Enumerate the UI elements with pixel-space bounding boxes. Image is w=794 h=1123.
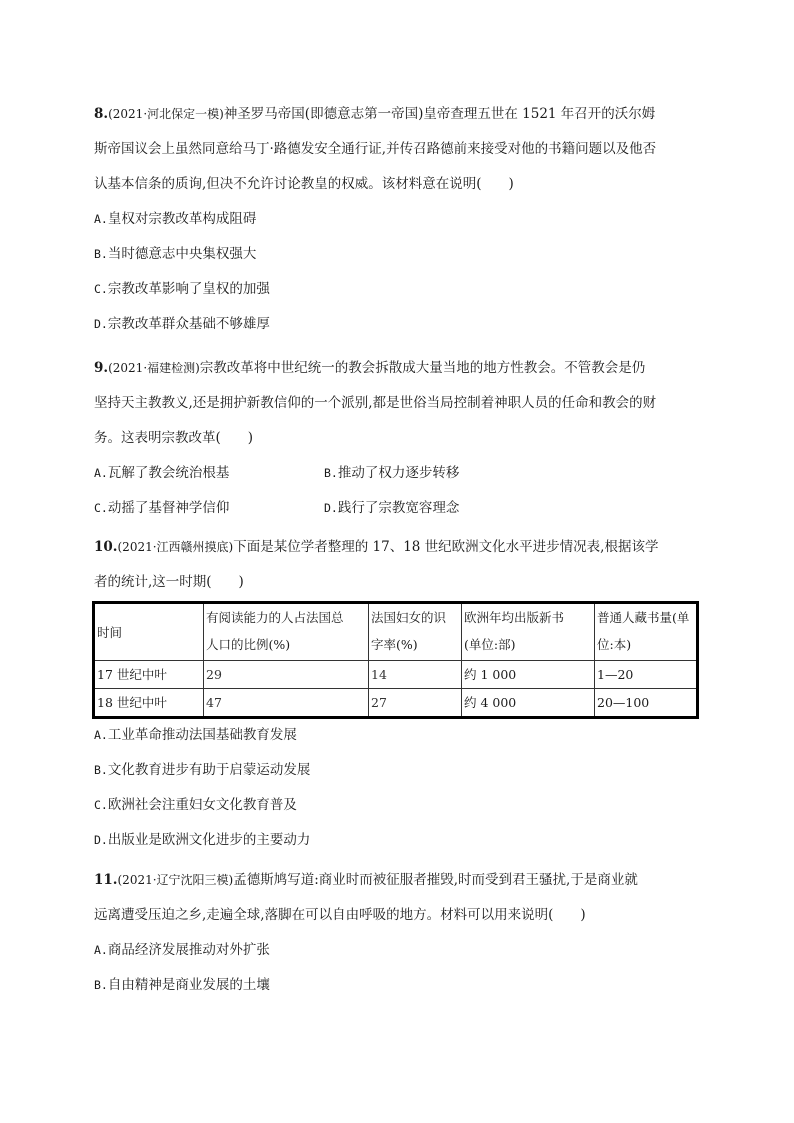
option-text: 商品经济发展推动对外扩张 [107, 942, 270, 958]
table-row [94, 689, 698, 718]
question-10-options [94, 718, 706, 858]
question-8 [94, 97, 706, 342]
option-a[interactable] [94, 933, 706, 968]
stem-text: 神圣罗马帝国(即德意志第一帝国)皇帝查理五世在 1521 年召开的沃尔姆 [223, 106, 656, 122]
table-header-cell: 欧洲年均出版新书 (单位:部) [462, 603, 595, 661]
option-text: 文化教育进步有助于启蒙运动发展 [107, 762, 311, 778]
table-row [94, 661, 698, 689]
question-source: (2021·河北保定一模) [108, 107, 224, 121]
option-text: 工业革命推动法国基础教育发展 [107, 727, 297, 743]
question-11-stem-line-1 [94, 863, 706, 898]
table-cell: 17 世纪中叶 [94, 661, 204, 689]
question-source: (2021·福建检测) [108, 361, 200, 375]
question-8-stem-line-3: 认基本信条的质询,但决不允许讨论教皇的权威。该材料意在说明( ) [94, 176, 514, 192]
option-label: B. [94, 247, 108, 261]
question-source: (2021·江西赣州摸底) [117, 540, 234, 554]
table-cell: 27 [369, 689, 462, 718]
stem-text: 下面是某位学者整理的 17、18 世纪欧洲文化水平进步情况表,根据该学 [233, 539, 659, 555]
option-a[interactable] [94, 202, 706, 237]
table-header-cell: 普通人藏书量(单 位:本) [595, 603, 698, 661]
table-header-cell: 有阅读能力的人占法国总 人口的比例(%) [204, 603, 369, 661]
table-header-row [94, 603, 698, 661]
question-number: 10. [94, 539, 118, 555]
question-source: (2021·辽宁沈阳三模) [117, 873, 234, 887]
option-c[interactable] [94, 491, 324, 526]
question-10-stem-line-1 [94, 530, 706, 565]
option-a[interactable] [94, 456, 324, 491]
table-cell: 约 4 000 [462, 689, 595, 718]
table-cell: 约 1 000 [462, 661, 595, 689]
table-cell: 18 世纪中叶 [94, 689, 204, 718]
option-label: D. [94, 833, 108, 847]
option-label: A. [94, 466, 108, 480]
option-text: 皇权对宗教改革构成阻碍 [107, 211, 257, 227]
stem-text: 宗教改革将中世纪统一的教会拆散成大量当地的地方性教会。不管教会是仍 [199, 360, 646, 376]
question-8-stem-line-1 [94, 97, 706, 132]
option-text: 欧洲社会注重妇女文化教育普及 [107, 797, 297, 813]
option-a[interactable] [94, 718, 706, 753]
option-row-cd [94, 491, 706, 526]
question-9 [94, 351, 706, 526]
option-b[interactable] [94, 237, 706, 272]
option-d[interactable] [94, 823, 706, 858]
table-cell: 47 [204, 689, 369, 718]
question-9-stem-line-2: 坚持天主教教义,还是拥护新教信仰的一个派别,都是世俗当局控制着神职人员的任命和教会的财 [94, 395, 657, 411]
question-11-stem-line-2: 远离遭受压迫之乡,走遍全球,落脚在可以自由呼吸的地方。材料可以用来说明( ) [94, 907, 586, 923]
table-cell: 29 [204, 661, 369, 689]
question-number: 8. [94, 106, 109, 122]
option-label: B. [94, 978, 108, 992]
question-number: 9. [94, 360, 109, 376]
option-c[interactable] [94, 272, 706, 307]
option-text: 当时德意志中央集权强大 [107, 246, 257, 262]
table-cell: 1—20 [595, 661, 698, 689]
option-d[interactable] [94, 307, 706, 342]
table-cell: 20—100 [595, 689, 698, 718]
option-label: A. [94, 728, 108, 742]
option-label: C. [94, 798, 108, 812]
question-number: 11. [94, 872, 118, 888]
option-label: D. [324, 501, 338, 515]
option-label: D. [94, 317, 108, 331]
option-text: 瓦解了教会统治根基 [107, 465, 230, 481]
option-label: B. [324, 466, 338, 480]
option-label: A. [94, 943, 108, 957]
option-text: 出版业是欧洲文化进步的主要动力 [107, 832, 311, 848]
option-row-ab [94, 456, 706, 491]
option-b[interactable] [94, 753, 706, 788]
question-8-stem-line-2: 斯帝国议会上虽然同意给马丁·路德发安全通行证,并传召路德前来接受对他的书籍问题以及他否 [94, 141, 657, 157]
option-b[interactable] [324, 456, 554, 491]
option-b[interactable] [94, 968, 706, 1003]
table-cell: 14 [369, 661, 462, 689]
option-label: B. [94, 763, 108, 777]
option-label: C. [94, 501, 108, 515]
option-text: 宗教改革群众基础不够雄厚 [107, 316, 270, 332]
option-text: 动摇了基督神学信仰 [107, 500, 230, 516]
option-text: 推动了权力逐步转移 [337, 465, 460, 481]
option-c[interactable] [94, 788, 706, 823]
option-label: A. [94, 212, 108, 226]
table-header-cell: 法国妇女的识 字率(%) [369, 603, 462, 661]
option-d[interactable] [324, 491, 554, 526]
table-header-cell: 时间 [94, 603, 204, 661]
stem-text: 孟德斯鸠写道:商业时而被征服者摧毁,时而受到君王骚扰,于是商业就 [233, 872, 638, 888]
question-10-stem-line-2: 者的统计,这一时期( ) [94, 574, 244, 590]
question-11 [94, 863, 706, 1003]
question-9-stem-line-3: 务。这表明宗教改革( ) [94, 430, 254, 446]
question-10 [94, 530, 706, 600]
option-text: 自由精神是商业发展的土壤 [107, 977, 270, 993]
question-9-stem-line-1 [94, 351, 706, 386]
statistics-table [92, 601, 699, 719]
option-text: 宗教改革影响了皇权的加强 [107, 281, 270, 297]
option-label: C. [94, 282, 108, 296]
option-text: 践行了宗教宽容理念 [337, 500, 460, 516]
